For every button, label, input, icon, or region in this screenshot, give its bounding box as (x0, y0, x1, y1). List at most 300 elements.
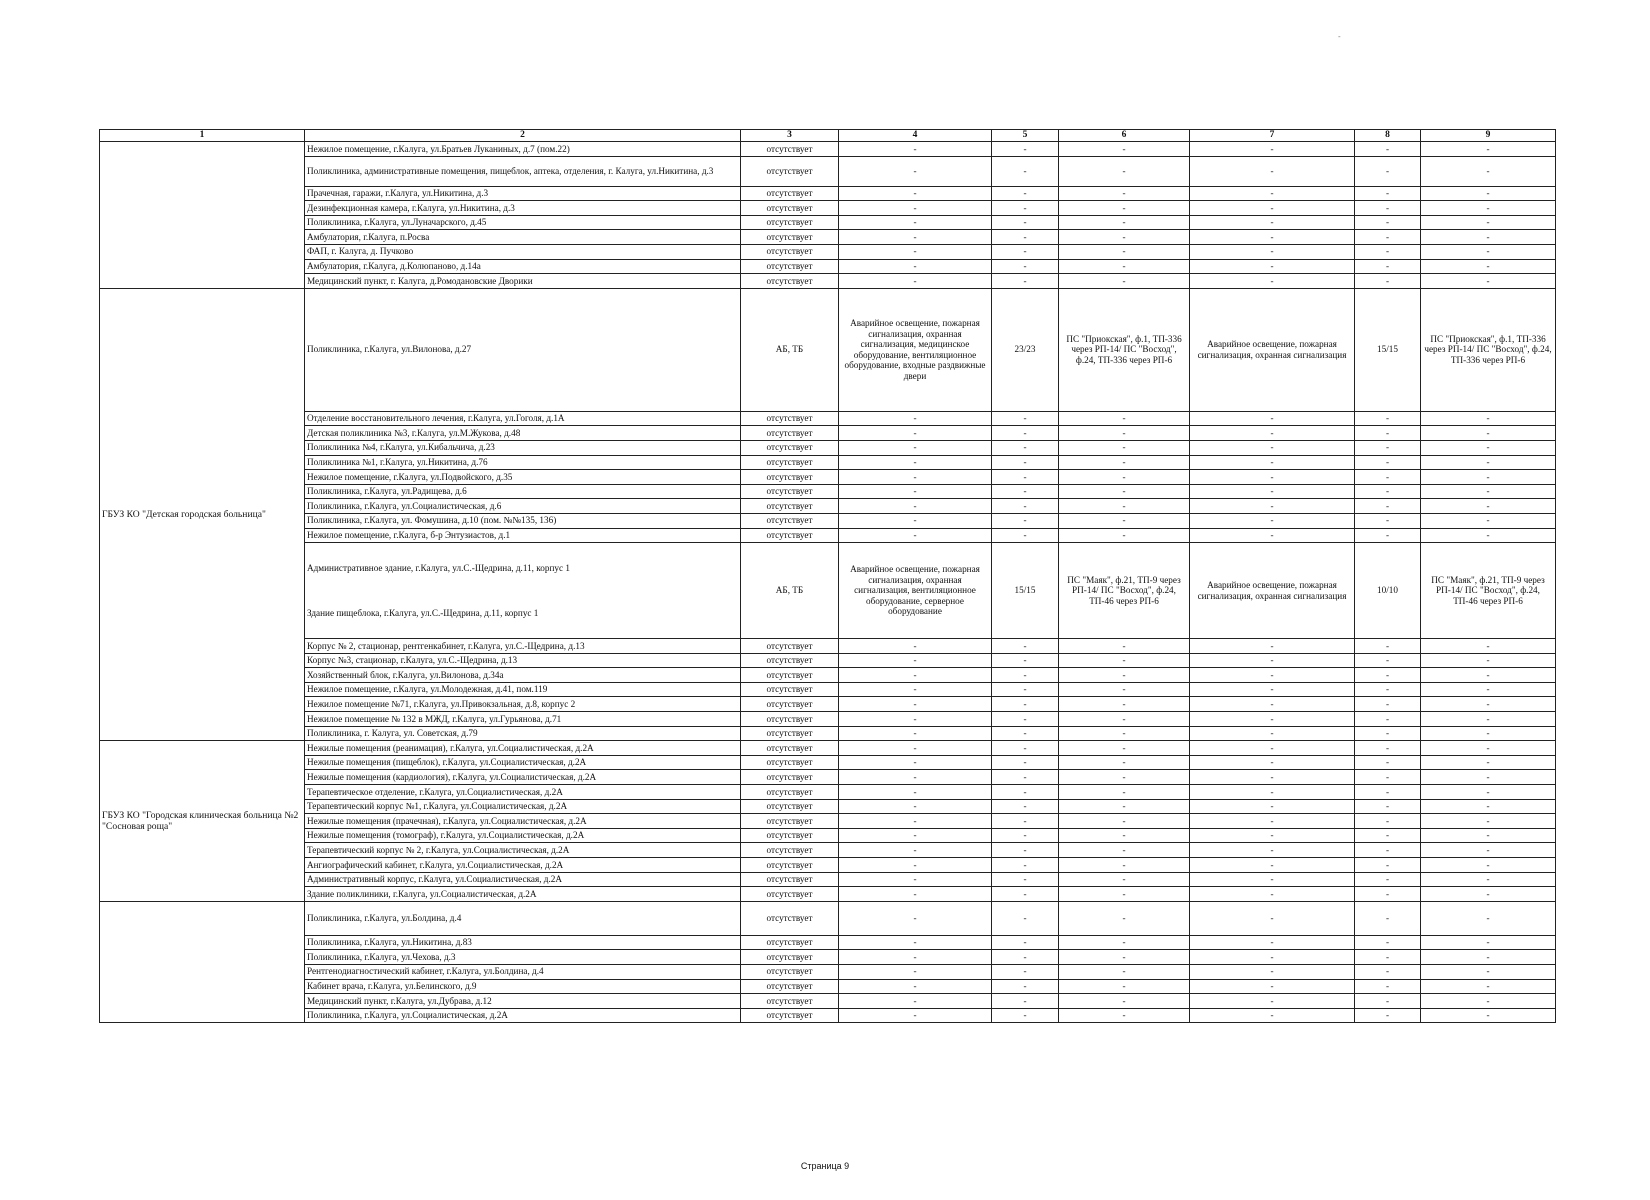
cell-dash: - (992, 244, 1059, 259)
object-address: ФАП, г. Калуга, д. Пучково (305, 244, 741, 259)
table-row (100, 215, 1556, 230)
cell-dash: - (839, 201, 992, 216)
cell-dash: - (1190, 230, 1355, 245)
cell-dash: - (1190, 653, 1355, 668)
cell-dash: - (1190, 770, 1355, 785)
cell-dash: - (1059, 455, 1190, 470)
table-row (100, 543, 1556, 639)
cell-dash: - (992, 950, 1059, 965)
cell-dash: - (1355, 470, 1421, 485)
object-address: Амбулатория, г.Калуга, п.Росва (305, 230, 741, 245)
cell-dash: - (1421, 653, 1556, 668)
cell-dash: - (1355, 653, 1421, 668)
cell-dash: - (1421, 639, 1556, 654)
column-header: 9 (1421, 130, 1556, 142)
table-row (100, 979, 1556, 994)
reserve-source-status: отсутствует (741, 1008, 839, 1023)
cell-dash: - (1059, 887, 1190, 902)
cell-dash: - (1059, 964, 1190, 979)
reserve-source-status: отсутствует (741, 726, 839, 741)
cell-dash: - (1421, 950, 1556, 965)
cell-dash: - (1190, 697, 1355, 712)
cell-dash: - (1190, 682, 1355, 697)
reserve-source-status: отсутствует (741, 499, 839, 514)
cell-dash: - (1190, 994, 1355, 1009)
cell-dash: - (1190, 259, 1355, 274)
reserve-source-status: отсутствует (741, 440, 839, 455)
column-header: 6 (1059, 130, 1190, 142)
table-row (100, 1008, 1556, 1023)
cell-dash: - (1355, 142, 1421, 157)
cell-dash: - (1059, 244, 1190, 259)
cell-dash: - (1059, 950, 1190, 965)
cell-dash: - (992, 726, 1059, 741)
cell-dash: - (1421, 186, 1556, 201)
reserve-source-status: отсутствует (741, 259, 839, 274)
object-address-line: Здание пищеблока, г.Калуга, ул.С.-Щедрина, д.11, корпус 1 (307, 607, 539, 618)
cell-dash: - (839, 426, 992, 441)
cell-dash: - (992, 259, 1059, 274)
cell-dash: - (992, 1008, 1059, 1023)
cell-dash: - (1421, 741, 1556, 756)
object-address: Дезинфекционная камера, г.Калуга, ул.Никитина, д.3 (305, 201, 741, 216)
table-row (100, 455, 1556, 470)
reserve-source-status: отсутствует (741, 935, 839, 950)
object-address: Нежилое помещение, г.Калуга, б-р Энтузиастов, д.1 (305, 528, 741, 543)
cell-dash: - (1059, 712, 1190, 727)
object-address: Нежилые помещения (томограф), г.Калуга, ул.Социалистическая, д.2А (305, 828, 741, 843)
cell-dash: - (1059, 994, 1190, 1009)
cell-dash: - (1355, 872, 1421, 887)
cell-dash: - (1190, 668, 1355, 683)
cell-dash: - (1059, 843, 1190, 858)
cell-dash: - (839, 1008, 992, 1023)
reserve-source-status: отсутствует (741, 785, 839, 800)
cell-dash: - (992, 799, 1059, 814)
table-row (100, 964, 1556, 979)
cell-dash: - (992, 411, 1059, 426)
cell-dash: - (1355, 639, 1421, 654)
object-address: Нежилое помещение №71, г.Калуга, ул.Привокзальная, д.8, корпус 2 (305, 697, 741, 712)
cell-dash: - (1059, 979, 1190, 994)
table-row (100, 712, 1556, 727)
object-address: Рентгенодиагностический кабинет, г.Калуга, ул.Болдина, д.4 (305, 964, 741, 979)
cell-dash: - (992, 682, 1059, 697)
reserve-source-status: отсутствует (741, 872, 839, 887)
table-row (100, 513, 1556, 528)
object-address: Нежилые помещения (реанимация), г.Калуга, ул.Социалистическая, д.2А (305, 741, 741, 756)
object-address-line: Административное здание, г.Калуга, ул.С.-Щедрина, д.11, корпус 1 (307, 563, 570, 574)
reserve-source-status: отсутствует (741, 697, 839, 712)
cell-dash: - (1190, 814, 1355, 829)
reserve-source-status: отсутствует (741, 455, 839, 470)
cell-dash: - (1190, 887, 1355, 902)
object-address: Поликлиника, г.Калуга, ул.Радищева, д.6 (305, 484, 741, 499)
reserve-source-status: отсутствует (741, 843, 839, 858)
cell-dash: - (992, 697, 1059, 712)
table-row (100, 499, 1556, 514)
cell-dash: - (839, 259, 992, 274)
cell-dash: - (1421, 1008, 1556, 1023)
cell-dash: - (839, 887, 992, 902)
cell-c6: ПС "Приокская", ф.1, ТП-336 через РП-14/ ПС "Восход", ф.24, ТП-336 через РП-6 (1059, 288, 1190, 411)
corner-mark: - (1338, 32, 1341, 41)
cell-c7: Аварийное освещение, пожарная сигнализация, охранная сигнализация (1190, 288, 1355, 411)
reserve-source-status: отсутствует (741, 215, 839, 230)
table-row (100, 528, 1556, 543)
table-row (100, 828, 1556, 843)
table-row (100, 668, 1556, 683)
cell-dash: - (839, 858, 992, 873)
reserve-source-status: отсутствует (741, 828, 839, 843)
cell-dash: - (992, 274, 1059, 289)
cell-dash: - (1190, 843, 1355, 858)
column-header: 2 (305, 130, 741, 142)
table-row (100, 785, 1556, 800)
cell-dash: - (839, 843, 992, 858)
cell-dash: - (1355, 843, 1421, 858)
cell-dash: - (1355, 668, 1421, 683)
cell-dash: - (1421, 201, 1556, 216)
cell-dash: - (1059, 858, 1190, 873)
cell-dash: - (839, 712, 992, 727)
table-row (100, 697, 1556, 712)
cell-dash: - (1059, 440, 1190, 455)
column-header: 1 (100, 130, 305, 142)
reserve-source-status: отсутствует (741, 799, 839, 814)
object-address: Нежилое помещение, г.Калуга, ул.Молодежная, д.41, пом.119 (305, 682, 741, 697)
cell-c9: ПС "Маяк", ф.21, ТП-9 через РП-14/ ПС "Восход", ф.24, ТП-46 через РП-6 (1421, 543, 1556, 639)
organization-name (100, 901, 305, 1023)
table-row (100, 799, 1556, 814)
reserve-source-status: отсутствует (741, 994, 839, 1009)
cell-dash: - (1190, 411, 1355, 426)
data-table (99, 129, 1556, 1023)
cell-dash: - (1355, 858, 1421, 873)
cell-dash: - (1355, 513, 1421, 528)
object-address: Нежилые помещения (кардиология), г.Калуга, ул.Социалистическая, д.2А (305, 770, 741, 785)
table-row (100, 470, 1556, 485)
cell-dash: - (992, 814, 1059, 829)
cell-dash: - (1059, 201, 1190, 216)
cell-dash: - (992, 653, 1059, 668)
cell-c8: 10/10 (1355, 543, 1421, 639)
cell-dash: - (1059, 668, 1190, 683)
cell-dash: - (1059, 513, 1190, 528)
cell-dash: - (839, 964, 992, 979)
cell-dash: - (1421, 142, 1556, 157)
cell-dash: - (1355, 950, 1421, 965)
reserve-source-status: отсутствует (741, 668, 839, 683)
object-address: Поликлиника, административные помещения, пищеблок, аптека, отделения, г. Калуга, ул.Никитина, д.3 (305, 156, 741, 186)
cell-dash: - (1059, 799, 1190, 814)
cell-dash: - (1355, 712, 1421, 727)
cell-dash: - (1059, 755, 1190, 770)
cell-dash: - (839, 726, 992, 741)
cell-dash: - (1059, 828, 1190, 843)
cell-dash: - (1421, 858, 1556, 873)
cell-dash: - (839, 230, 992, 245)
cell-dash: - (992, 528, 1059, 543)
cell-dash: - (1421, 455, 1556, 470)
cell-dash: - (1421, 697, 1556, 712)
object-address: Ангиографический кабинет, г.Калуга, ул.Социалистическая, д.2А (305, 858, 741, 873)
reserve-source-status: отсутствует (741, 411, 839, 426)
object-address: Поликлиника, г.Калуга, ул.Вилонова, д.27 (305, 288, 741, 411)
cell-dash: - (992, 770, 1059, 785)
cell-dash: - (1355, 274, 1421, 289)
cell-dash: - (1355, 726, 1421, 741)
cell-dash: - (1059, 259, 1190, 274)
table-row (100, 201, 1556, 216)
cell-dash: - (1059, 484, 1190, 499)
cell-dash: - (1421, 887, 1556, 902)
cell-dash: - (839, 872, 992, 887)
object-address: Корпус № 2, стационар, рентгенкабинет, г.Калуга, ул.С.-Щедрина, д.13 (305, 639, 741, 654)
organization-name: ГБУЗ КО "Городская клиническая больница №2 "Сосновая роща" (100, 741, 305, 902)
reserve-source-status: отсутствует (741, 244, 839, 259)
reserve-source-status: отсутствует (741, 682, 839, 697)
cell-dash: - (1421, 513, 1556, 528)
column-header: 5 (992, 130, 1059, 142)
cell-dash: - (1421, 440, 1556, 455)
object-address: Нежилые помещения (пищеблок), г.Калуга, ул.Социалистическая, д.2А (305, 755, 741, 770)
table-row (100, 994, 1556, 1009)
cell-dash: - (1355, 201, 1421, 216)
cell-dash: - (1190, 484, 1355, 499)
table-row (100, 411, 1556, 426)
cell-dash: - (1355, 755, 1421, 770)
table-row (100, 186, 1556, 201)
cell-dash: - (1190, 1008, 1355, 1023)
cell-dash: - (1421, 828, 1556, 843)
table-row (100, 741, 1556, 756)
cell-dash: - (1059, 426, 1190, 441)
cell-dash: - (992, 901, 1059, 935)
object-address: Нежилые помещения (прачечная), г.Калуга, ул.Социалистическая, д.2А (305, 814, 741, 829)
cell-dash: - (1190, 440, 1355, 455)
cell-dash: - (992, 186, 1059, 201)
reserve-source-status: отсутствует (741, 741, 839, 756)
cell-dash: - (839, 697, 992, 712)
page-number: Страница 9 (800, 1161, 850, 1171)
table-row (100, 755, 1556, 770)
cell-c3: АБ, ТБ (741, 288, 839, 411)
cell-dash: - (992, 872, 1059, 887)
cell-dash: - (1421, 411, 1556, 426)
cell-dash: - (1355, 259, 1421, 274)
reserve-source-status: отсутствует (741, 230, 839, 245)
cell-dash: - (839, 440, 992, 455)
cell-c8: 15/15 (1355, 288, 1421, 411)
cell-dash: - (1421, 470, 1556, 485)
cell-dash: - (1355, 741, 1421, 756)
table-row (100, 901, 1556, 935)
cell-dash: - (992, 964, 1059, 979)
cell-dash: - (1355, 785, 1421, 800)
object-address: Терапевтический корпус № 2, г.Калуга, ул.Социалистическая, д.2А (305, 843, 741, 858)
reserve-source-status: отсутствует (741, 484, 839, 499)
object-address: Хозяйственный блок, г.Калуга, ул.Вилонова, д.34а (305, 668, 741, 683)
cell-dash: - (1059, 215, 1190, 230)
cell-dash: - (839, 755, 992, 770)
cell-dash: - (1421, 499, 1556, 514)
cell-dash: - (839, 499, 992, 514)
cell-dash: - (1355, 964, 1421, 979)
cell-dash: - (839, 470, 992, 485)
table-row (100, 887, 1556, 902)
cell-dash: - (839, 215, 992, 230)
cell-dash: - (1190, 979, 1355, 994)
object-address: Нежилое помещение, г.Калуга, ул.Братьев Луканиных, д.7 (пом.22) (305, 142, 741, 157)
object-address: Поликлиника №1, г.Калуга, ул.Никитина, д.76 (305, 455, 741, 470)
cell-dash: - (1190, 274, 1355, 289)
cell-dash: - (1421, 979, 1556, 994)
cell-dash: - (1190, 201, 1355, 216)
cell-dash: - (1190, 726, 1355, 741)
cell-dash: - (992, 201, 1059, 216)
cell-dash: - (839, 770, 992, 785)
cell-dash: - (1190, 858, 1355, 873)
object-address: Поликлиника, г.Калуга, ул.Никитина, д.83 (305, 935, 741, 950)
table-row (100, 156, 1556, 186)
reserve-source-status: отсутствует (741, 470, 839, 485)
cell-dash: - (1355, 156, 1421, 186)
cell-dash: - (1421, 528, 1556, 543)
cell-dash: - (1355, 682, 1421, 697)
cell-dash: - (1059, 186, 1190, 201)
cell-dash: - (1059, 741, 1190, 756)
cell-dash: - (1421, 935, 1556, 950)
object-address: Детская поликлиника №3, г.Калуга, ул.М.Жукова, д.48 (305, 426, 741, 441)
table-row (100, 440, 1556, 455)
cell-dash: - (1421, 799, 1556, 814)
cell-dash: - (1190, 950, 1355, 965)
cell-dash: - (1421, 215, 1556, 230)
table-row (100, 259, 1556, 274)
organization-name: ГБУЗ КО "Детская городская больница" (100, 288, 305, 741)
object-address: Нежилое помещение № 132 в МЖД, г.Калуга, ул.Гурьянова, д.71 (305, 712, 741, 727)
cell-dash: - (992, 935, 1059, 950)
cell-dash: - (1421, 755, 1556, 770)
reserve-source-status: отсутствует (741, 979, 839, 994)
cell-dash: - (1190, 901, 1355, 935)
cell-dash: - (1355, 814, 1421, 829)
object-address: Поликлиника, г.Калуга, ул.Социалистическая, д.2А (305, 1008, 741, 1023)
cell-dash: - (992, 668, 1059, 683)
cell-dash: - (839, 668, 992, 683)
cell-dash: - (992, 741, 1059, 756)
cell-dash: - (1421, 426, 1556, 441)
object-address: Здание поликлиники, г.Калуга, ул.Социалистическая, д.2А (305, 887, 741, 902)
cell-dash: - (839, 142, 992, 157)
reserve-source-status: отсутствует (741, 712, 839, 727)
cell-c3: АБ, ТБ (741, 543, 839, 639)
cell-dash: - (1059, 274, 1190, 289)
cell-dash: - (992, 887, 1059, 902)
cell-dash: - (1190, 799, 1355, 814)
cell-dash: - (839, 411, 992, 426)
cell-dash: - (1421, 726, 1556, 741)
cell-dash: - (1421, 785, 1556, 800)
cell-dash: - (1190, 513, 1355, 528)
object-address: Кабинет врача, г.Калуга, ул.Белинского, д.9 (305, 979, 741, 994)
reserve-source-status: отсутствует (741, 814, 839, 829)
cell-dash: - (1190, 872, 1355, 887)
cell-dash: - (1421, 484, 1556, 499)
cell-dash: - (839, 950, 992, 965)
cell-dash: - (1190, 156, 1355, 186)
reserve-source-status: отсутствует (741, 426, 839, 441)
reserve-source-status: отсутствует (741, 528, 839, 543)
organization-name (100, 142, 305, 289)
column-header: 8 (1355, 130, 1421, 142)
cell-dash: - (839, 901, 992, 935)
cell-dash: - (839, 274, 992, 289)
cell-dash: - (1190, 935, 1355, 950)
cell-dash: - (1421, 872, 1556, 887)
cell-dash: - (992, 426, 1059, 441)
table-row (100, 814, 1556, 829)
cell-dash: - (992, 858, 1059, 873)
cell-dash: - (1059, 1008, 1190, 1023)
cell-dash: - (1190, 470, 1355, 485)
cell-dash: - (839, 455, 992, 470)
cell-dash: - (1190, 142, 1355, 157)
cell-dash: - (1421, 274, 1556, 289)
cell-dash: - (1421, 259, 1556, 274)
cell-c4: Аварийное освещение, пожарная сигнализация, охранная сигнализация, медицинское оборудование, вентиляционное оборудование, входные раздвижные двери (839, 288, 992, 411)
cell-dash: - (1059, 156, 1190, 186)
cell-dash: - (1059, 411, 1190, 426)
cell-c4: Аварийное освещение, пожарная сигнализация, охранная сигнализация, вентиляционное оборудование, серверное оборудование (839, 543, 992, 639)
cell-dash: - (1355, 484, 1421, 499)
reserve-source-status: отсутствует (741, 858, 839, 873)
cell-dash: - (992, 979, 1059, 994)
object-address: Поликлиника, г.Калуга, ул.Социалистическая, д.6 (305, 499, 741, 514)
column-header: 3 (741, 130, 839, 142)
object-address: Поликлиника, г. Калуга, ул. Советская, д.79 (305, 726, 741, 741)
cell-dash: - (1190, 755, 1355, 770)
reserve-source-status: отсутствует (741, 653, 839, 668)
cell-dash: - (839, 528, 992, 543)
object-address: Прачечная, гаражи, г.Калуга, ул.Никитина, д.3 (305, 186, 741, 201)
cell-dash: - (1355, 901, 1421, 935)
cell-dash: - (1355, 828, 1421, 843)
cell-dash: - (1421, 668, 1556, 683)
object-address: Корпус №3, стационар, г.Калуга, ул.С.-Щедрина, д.13 (305, 653, 741, 668)
cell-dash: - (1421, 994, 1556, 1009)
cell-dash: - (1059, 785, 1190, 800)
cell-dash: - (1421, 964, 1556, 979)
object-address: Административный корпус, г.Калуга, ул.Социалистическая, д.2А (305, 872, 741, 887)
cell-dash: - (1421, 230, 1556, 245)
cell-dash: - (1421, 156, 1556, 186)
cell-dash: - (1355, 887, 1421, 902)
table-row (100, 682, 1556, 697)
cell-dash: - (992, 828, 1059, 843)
cell-dash: - (1190, 828, 1355, 843)
cell-dash: - (992, 785, 1059, 800)
object-address: Поликлиника, г.Калуга, ул. Фомушина, д.10 (пом. №№135, 136) (305, 513, 741, 528)
reserve-source-status: отсутствует (741, 201, 839, 216)
cell-dash: - (1190, 639, 1355, 654)
cell-dash: - (1059, 935, 1190, 950)
cell-dash: - (1421, 843, 1556, 858)
object-address: Терапевтический корпус №1, г.Калуга, ул.Социалистическая, д.2А (305, 799, 741, 814)
cell-dash: - (1355, 1008, 1421, 1023)
cell-dash: - (839, 682, 992, 697)
